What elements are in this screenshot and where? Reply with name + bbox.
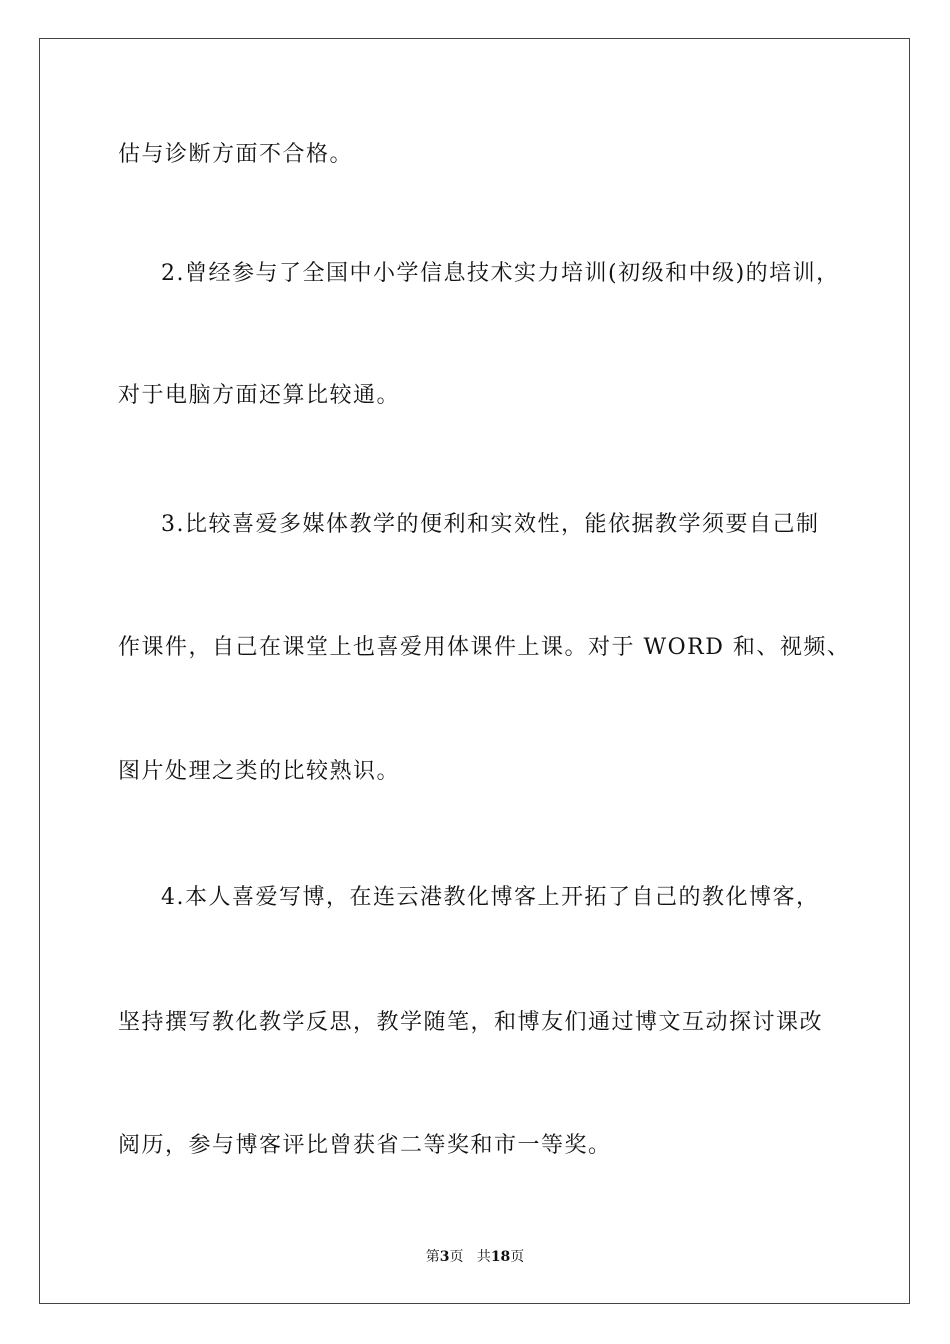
total-pages: 18 bbox=[490, 1249, 511, 1265]
text-line: 3.比较喜爱多媒体教学的便利和实效性，能依据教学须要自己制 bbox=[161, 512, 820, 537]
text-line: 图片处理之类的比较熟识。 bbox=[118, 759, 401, 784]
page-border bbox=[39, 38, 910, 1304]
text-line: 估与诊断方面不合格。 bbox=[118, 142, 354, 167]
total-suffix: 页 bbox=[510, 1249, 525, 1265]
total-prefix: 共 bbox=[476, 1249, 491, 1265]
text-line: 2.曾经参与了全国中小学信息技术实力培训(初级和中级)的培训， bbox=[161, 261, 840, 286]
text-line: 对于电脑方面还算比较通。 bbox=[118, 383, 401, 408]
text-line: 阅历，参与博客评比曾获省二等奖和市一等奖。 bbox=[118, 1133, 612, 1158]
page-footer bbox=[0, 1247, 950, 1267]
page-prefix: 第 bbox=[425, 1249, 440, 1265]
text-line: 作课件，自己在课堂上也喜爱用体课件上课。对于 WORD 和、视频、 bbox=[118, 635, 851, 660]
text-line: 4.本人喜爱写博，在连云港教化博客上开拓了自己的教化博客， bbox=[161, 885, 820, 910]
text-line: 坚持撰写教化教学反思，教学随笔，和博友们通过博文互动探讨课改 bbox=[118, 1010, 824, 1035]
page-number: 3 bbox=[439, 1249, 450, 1265]
page-suffix: 页 bbox=[449, 1249, 464, 1265]
